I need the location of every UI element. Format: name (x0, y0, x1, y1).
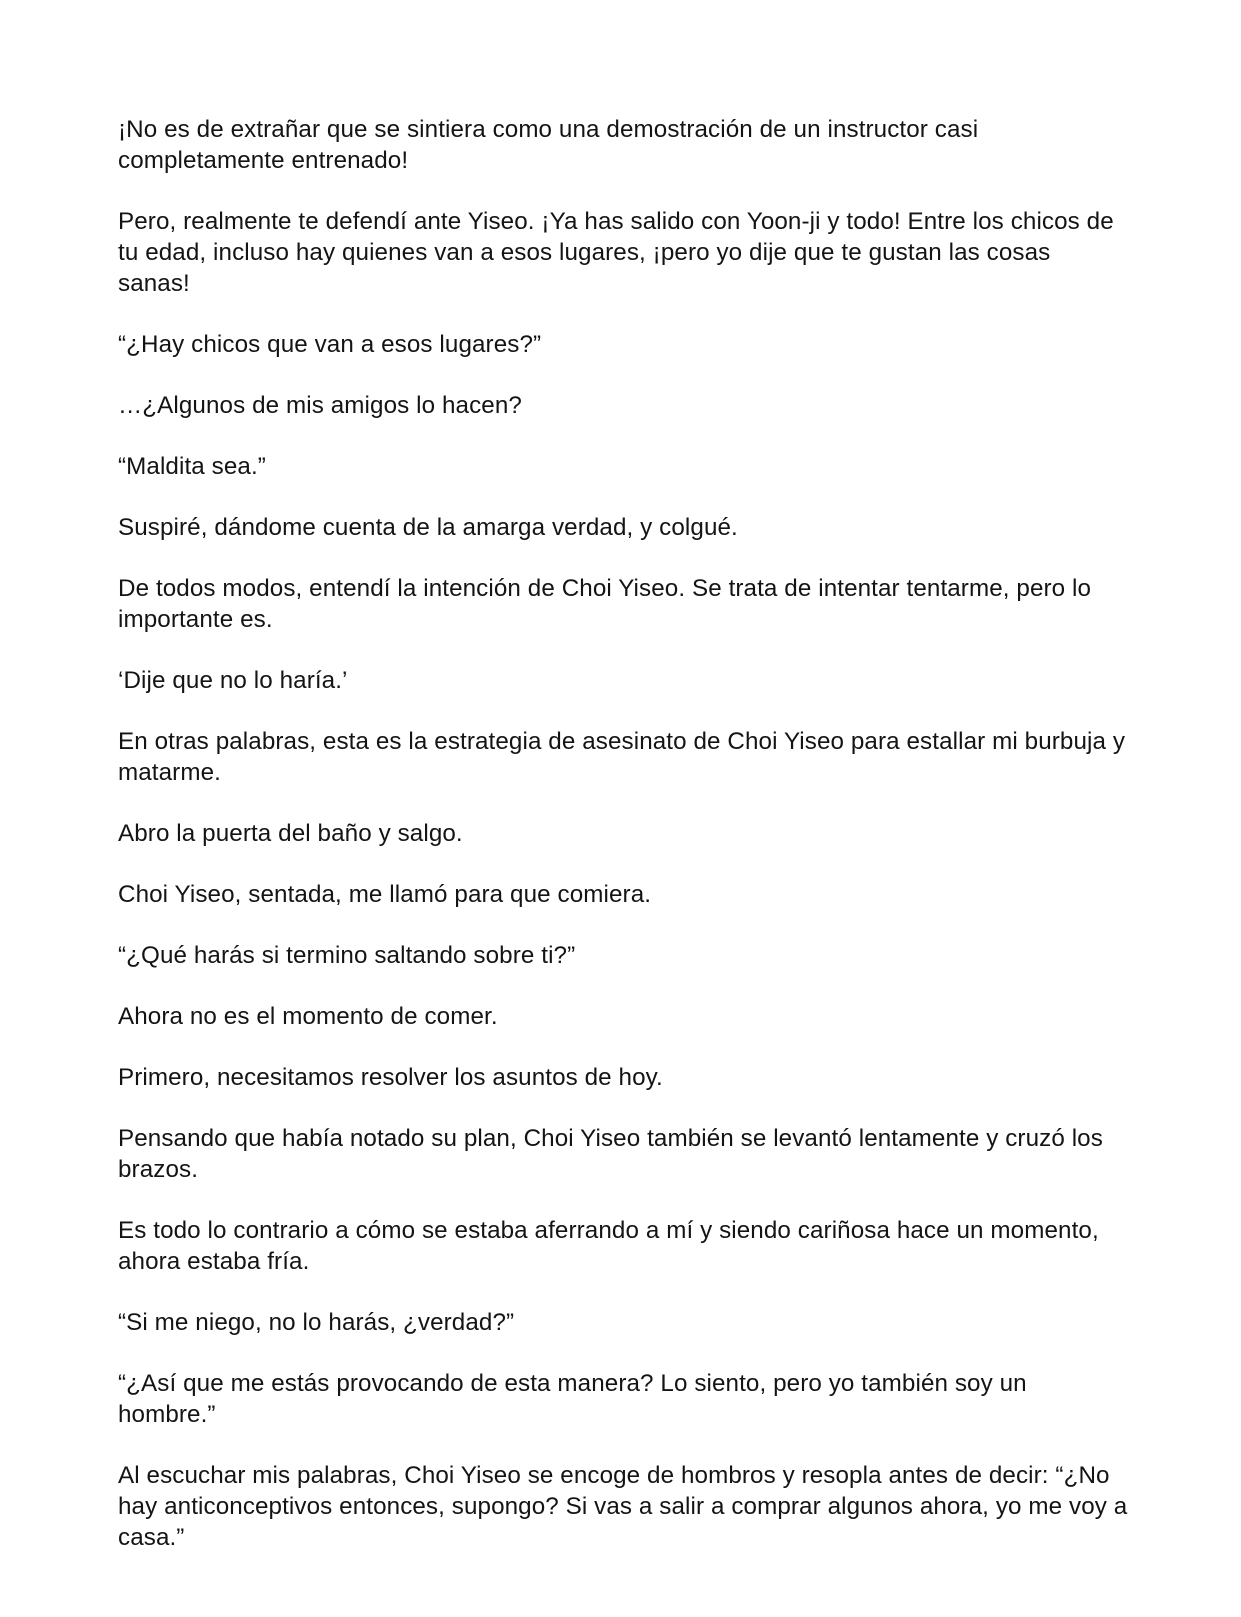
paragraph: Abro la puerta del baño y salgo. (118, 820, 463, 847)
paragraph: Primero, necesitamos resolver los asuntos de hoy. (118, 1064, 663, 1091)
document-body (118, 114, 1128, 1583)
paragraph: Suspiré, dándome cuenta de la amarga verdad, y colgué. (118, 514, 738, 541)
paragraph: Pensando que había notado su plan, Choi Yiseo también se levantó lentamente y cruzó los brazos. (118, 1125, 1103, 1183)
paragraph: “¿Así que me estás provocando de esta manera? Lo siento, pero yo también soy un hombre.” (118, 1370, 1027, 1428)
paragraph: Pero, realmente te defendí ante Yiseo. ¡Ya has salido con Yoon-ji y todo! Entre los chicos de tu edad, incluso hay quienes van a esos lugares, ¡pero yo dije que te gustan las cosas sanas! (118, 208, 1114, 297)
paragraph: “¿Qué harás si termino saltando sobre ti?” (118, 942, 576, 969)
paragraph: ¡No es de extrañar que se sintiera como una demostración de un instructor casi completamente entrenado! (118, 116, 979, 174)
paragraph: Al escuchar mis palabras, Choi Yiseo se encoge de hombros y resopla antes de decir: “¿No hay anticonceptivos entonces, supongo? Si vas a salir a comprar algunos ahora, yo me voy a casa.” (118, 1462, 1128, 1551)
paragraph: Es todo lo contrario a cómo se estaba aferrando a mí y siendo cariñosa hace un momento, ahora estaba fría. (118, 1217, 1099, 1275)
paragraph: “¿Hay chicos que van a esos lugares?” (118, 331, 542, 358)
paragraph: “Maldita sea.” (118, 453, 266, 480)
paragraph: Ahora no es el momento de comer. (118, 1003, 498, 1030)
paragraph: …¿Algunos de mis amigos lo hacen? (118, 392, 522, 419)
paragraph: ‘Dije que no lo haría.’ (118, 667, 348, 694)
paragraph: De todos modos, entendí la intención de Choi Yiseo. Se trata de intentar tentarme, pero lo importante es. (118, 575, 1092, 633)
paragraph: Choi Yiseo, sentada, me llamó para que comiera. (118, 881, 652, 908)
paragraph: “Si me niego, no lo harás, ¿verdad?” (118, 1309, 515, 1336)
paragraph: En otras palabras, esta es la estrategia de asesinato de Choi Yiseo para estallar mi burbuja y matarme. (118, 728, 1126, 786)
